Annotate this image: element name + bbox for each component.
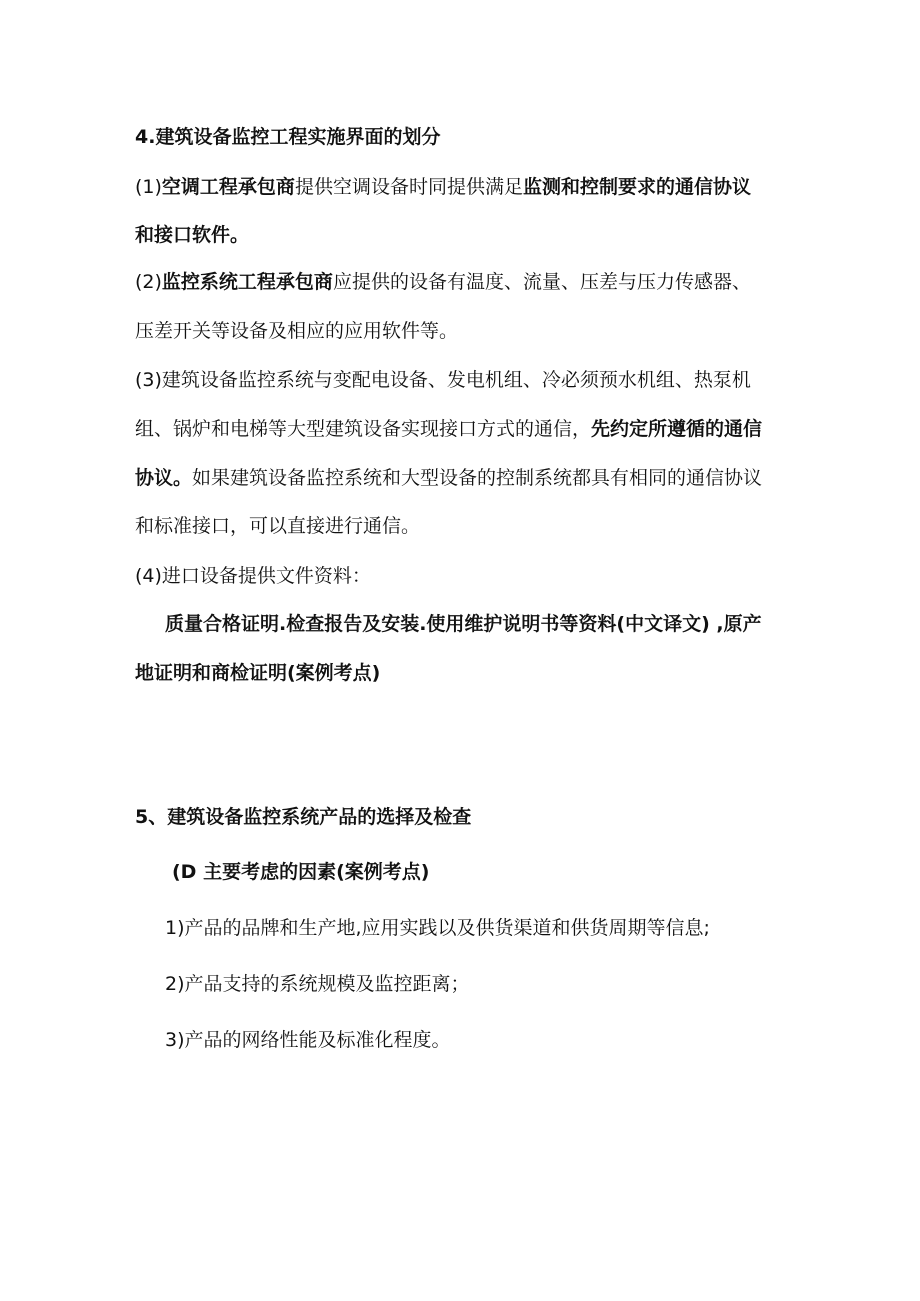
paragraph-2-prefix: (2): [135, 271, 162, 293]
section-4-heading: 4.建筑设备监控工程实施界面的划分: [135, 126, 441, 148]
paragraph-3-line-4: 和标准接口，可以直接进行通信。: [135, 515, 421, 537]
paragraph-3-bold: 先约定所遵循的通信: [591, 418, 763, 440]
paragraph-1-line-2: 和接口软件。: [135, 224, 250, 246]
paragraph-3-line-1: (3)建筑设备监控系统与变配电设备、发电机组、冷必须预水机组、热泵机: [135, 369, 751, 391]
paragraph-2-rest: 应提供的设备有温度、流量、压差与压力传感器、: [332, 271, 751, 293]
paragraph-1-line-1: [135, 174, 795, 200]
paragraph-3-plain: 组、锅炉和电梯等大型建筑设备实现接口方式的通信，: [135, 418, 592, 440]
paragraph-3-rest: 如果建筑设备监控系统和大型设备的控制系统都具有相同的通信协议: [192, 467, 763, 489]
paragraph-4-line-1: (4)进口设备提供文件资料：: [135, 565, 371, 587]
paragraph-3-bold-2: 协议。: [135, 467, 193, 489]
paragraph-4-line-2: 质量合格证明.检查报告及安装.使用维护说明书等资料(中文译文) ,原产: [165, 613, 762, 635]
list-item: 3)产品的网络性能及标准化程度。: [165, 1029, 451, 1051]
list-item: 1)产品的品牌和生产地,应用实践以及供货渠道和供货周期等信息;: [165, 917, 710, 939]
paragraph-4-line-3: 地证明和商检证明(案例考点): [135, 662, 381, 684]
paragraph-1-mid: 提供空调设备时同提供满足: [294, 176, 523, 198]
section-5-subheading: (D 主要考虑的因素(案例考点): [172, 861, 430, 883]
paragraph-2-bold: 监控系统工程承包商: [161, 271, 333, 293]
paragraph-3-line-2: [135, 416, 795, 442]
paragraph-1-bold-1: 空调工程承包商: [161, 176, 295, 198]
paragraph-3-line-3: [135, 465, 795, 491]
paragraph-2-line-1: [135, 269, 795, 295]
list-item: 2)产品支持的系统规模及监控距离；: [165, 973, 470, 995]
paragraph-1-bold-2: 监测和控制要求的通信协议: [522, 176, 751, 198]
paragraph-2-line-2: 压差开关等设备及相应的应用软件等。: [135, 320, 459, 342]
paragraph-1-prefix: (1): [135, 176, 162, 198]
section-5-heading: 5、建筑设备监控系统产品的选择及检查: [135, 806, 472, 828]
